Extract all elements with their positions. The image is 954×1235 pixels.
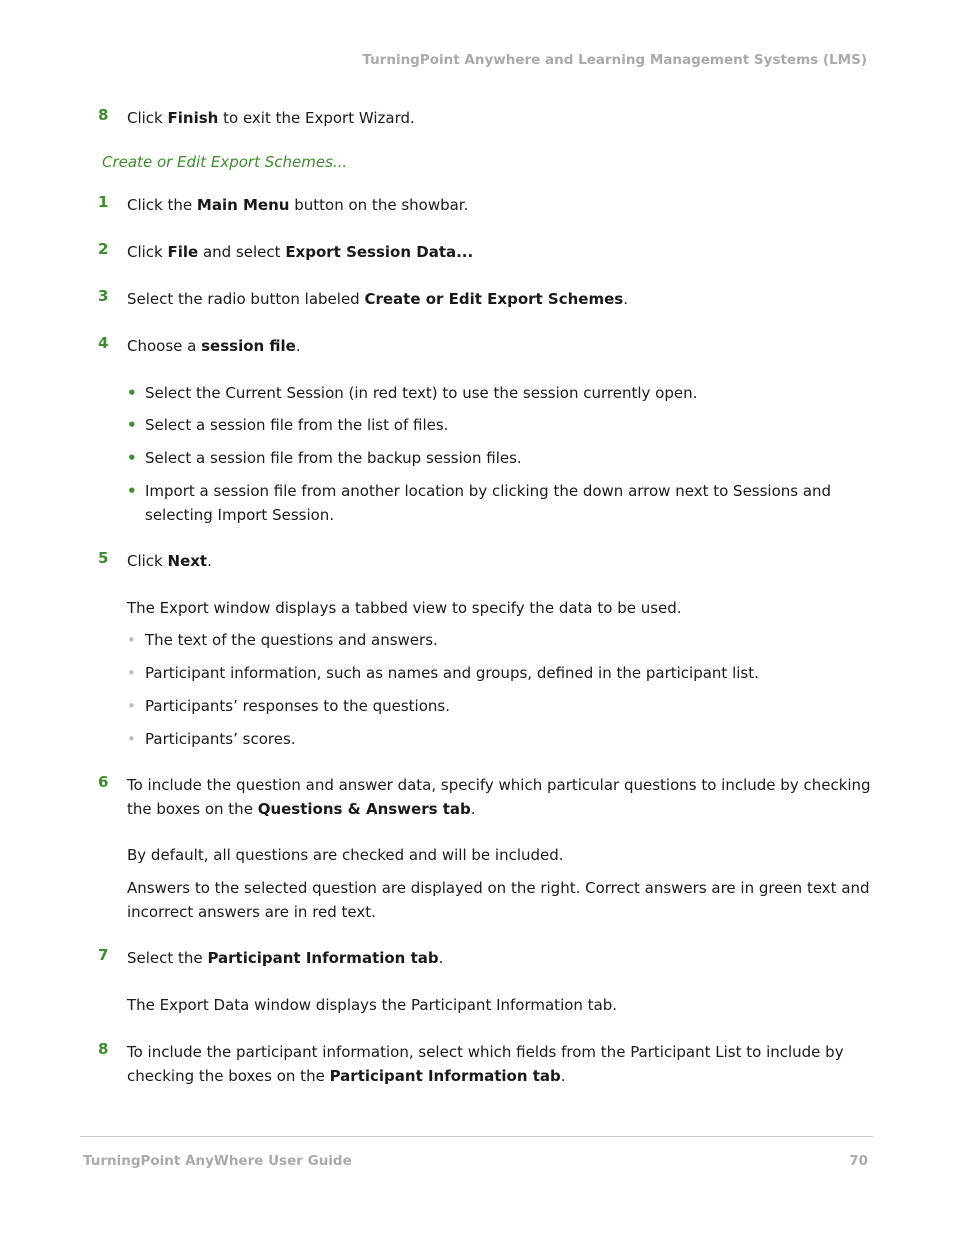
section-subheading: Create or Edit Export Schemes... bbox=[102, 153, 348, 171]
step-text: Select the Participant Information tab. bbox=[127, 949, 444, 967]
list-item: Select the Current Session (in red text) to use the session currently open. bbox=[145, 384, 698, 402]
step-text: Click File and select Export Session Data... bbox=[127, 243, 474, 261]
page-number: 70 bbox=[849, 1153, 868, 1169]
step-number: 8 bbox=[98, 1040, 109, 1058]
paragraph: The Export window displays a tabbed view to specify the data to be used. bbox=[127, 599, 682, 617]
step-number: 2 bbox=[98, 240, 109, 258]
step-number: 1 bbox=[98, 193, 109, 211]
step-text: Click the Main Menu button on the showbar. bbox=[127, 196, 469, 214]
paragraph: By default, all questions are checked and will be included. bbox=[127, 846, 564, 864]
step-number: 8 bbox=[98, 106, 109, 124]
paragraph: The Export Data window displays the Participant Information tab. bbox=[127, 996, 618, 1014]
list-item: Select a session file from the backup session files. bbox=[145, 449, 522, 467]
step-text: To include the question and answer data, specify which particular questions to include by checking the boxes on the Questions & Answers tab. bbox=[127, 776, 871, 818]
list-item: The text of the questions and answers. bbox=[145, 631, 438, 649]
bullet-icon: • bbox=[127, 664, 136, 682]
bullet-icon: • bbox=[127, 631, 136, 649]
step-number: 4 bbox=[98, 334, 109, 352]
running-header: TurningPoint Anywhere and Learning Management Systems (LMS) bbox=[362, 52, 867, 68]
bullet-icon: • bbox=[127, 730, 136, 748]
step-text: Click Finish to exit the Export Wizard. bbox=[127, 109, 415, 127]
bullet-icon: • bbox=[127, 482, 137, 500]
step-number: 3 bbox=[98, 287, 109, 305]
list-item: Select a session file from the list of files. bbox=[145, 416, 449, 434]
step-number: 5 bbox=[98, 549, 109, 567]
list-item: Participants’ responses to the questions. bbox=[145, 697, 450, 715]
step-text: Choose a session file. bbox=[127, 337, 301, 355]
bullet-icon: • bbox=[127, 697, 136, 715]
step-text: To include the participant information, select which fields from the Participant List to include by checking the boxes on the Participant Information tab. bbox=[127, 1043, 844, 1085]
step-text: Select the radio button labeled Create or Edit Export Schemes. bbox=[127, 290, 628, 308]
list-item: Participants’ scores. bbox=[145, 730, 296, 748]
bullet-icon: • bbox=[127, 416, 137, 434]
footer-title: TurningPoint AnyWhere User Guide bbox=[83, 1153, 352, 1169]
list-item: Import a session file from another location by clicking the down arrow next to Sessions and selecting Import Session. bbox=[145, 482, 832, 524]
bullet-icon: • bbox=[127, 384, 137, 402]
footer-divider bbox=[80, 1136, 873, 1137]
list-item: Participant information, such as names and groups, defined in the participant list. bbox=[145, 664, 759, 682]
paragraph: Answers to the selected question are displayed on the right. Correct answers are in green text and incorrect answers are in red text. bbox=[127, 879, 870, 921]
step-number: 6 bbox=[98, 773, 109, 791]
step-text: Click Next. bbox=[127, 552, 212, 570]
bullet-icon: • bbox=[127, 449, 137, 467]
step-number: 7 bbox=[98, 946, 109, 964]
